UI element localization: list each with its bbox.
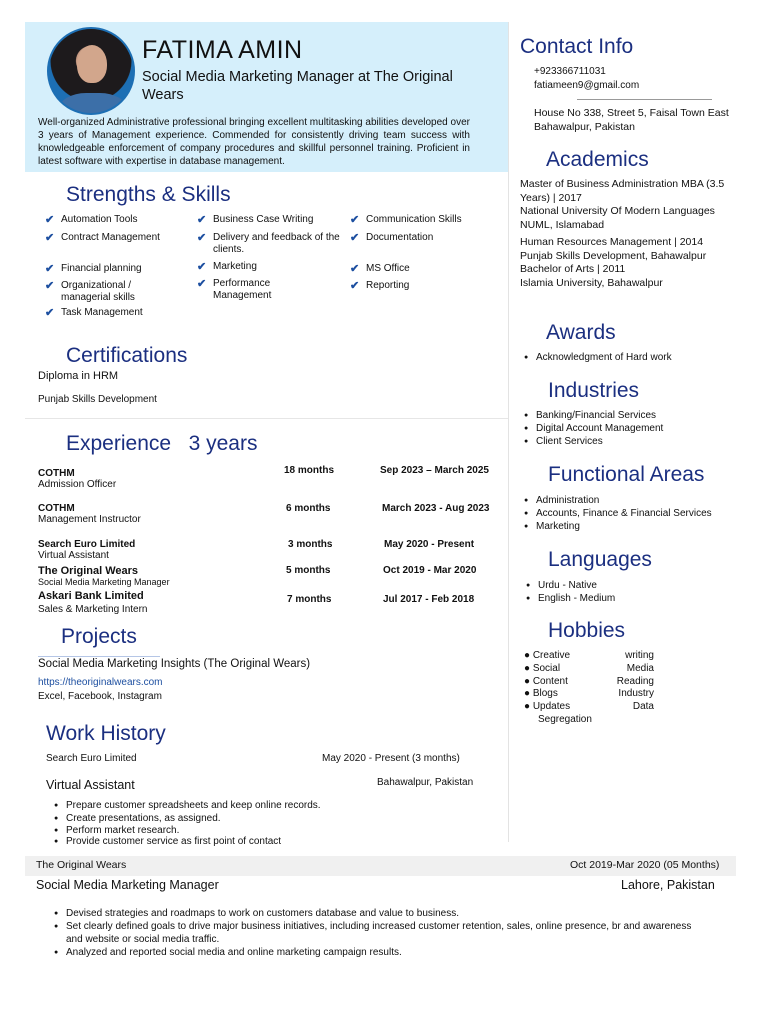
section-divider (25, 418, 508, 419)
experience-duration: 3 months (288, 539, 333, 550)
project-link[interactable]: https://theoriginalwears.com (38, 677, 163, 688)
check-icon: ✔ (45, 214, 55, 226)
job-role: Social Media Marketing Manager (36, 878, 219, 892)
job-bullet: ● Provide customer service as first point of contact (52, 836, 472, 847)
contact-heading: Contact Info (520, 35, 634, 58)
experience-row: COTHM Management Instructor (38, 503, 141, 525)
job-dates: May 2020 - Present (3 months) (322, 753, 460, 764)
avatar-face (77, 45, 107, 83)
job-role: Virtual Assistant (46, 778, 135, 792)
job-bullet: ● Prepare customer spreadsheets and keep online records. (52, 799, 472, 812)
language-item: ● English - Medium (524, 592, 615, 605)
avatar (47, 27, 135, 115)
hobby-item: ● Blogs Industry (524, 688, 654, 700)
award-item: ● Acknowledgment of Hard work (522, 351, 672, 364)
job-bullet: ● Create presentations, as assigned. (52, 812, 472, 825)
experience-dates: Sep 2023 – March 2025 (380, 465, 489, 476)
check-icon: ✔ (45, 280, 55, 292)
projects-underline (38, 656, 160, 657)
industries-list (522, 409, 663, 448)
languages-list (524, 579, 615, 605)
skill-item: ✔ Reporting (350, 280, 410, 292)
certifications-heading: Certifications (66, 344, 188, 367)
job-bullet: ● Set clearly defined goals to drive major business initiatives, including increased customer retention, sales, online presence, br and awareness and website or social media traffic. (52, 920, 692, 946)
industry-item: ● Banking/Financial Services (522, 409, 663, 422)
contact-address: House No 338, Street 5, Faisal Town East Bahawalpur, Pakistan (534, 107, 729, 133)
functional-area-item: ● Accounts, Finance & Financial Services (522, 507, 712, 520)
experience-row: COTHM Admission Officer (38, 468, 117, 490)
industry-item: ● Digital Account Management (522, 422, 663, 435)
experience-dates: Jul 2017 - Feb 2018 (383, 594, 475, 605)
experience-heading: Experience 3 years (66, 432, 258, 455)
skills-column-1 (45, 214, 195, 319)
skill-item: ✔ Performance Management (197, 278, 272, 301)
skills-heading: Strengths & Skills (66, 183, 231, 206)
skill-item: ✔ Delivery and feedback of the clients. (197, 232, 340, 255)
languages-heading: Languages (548, 548, 652, 571)
certification-issuer: Punjab Skills Development (38, 394, 157, 405)
experience-row: The Original Wears Social Media Marketing Manager (38, 565, 170, 587)
check-icon: ✔ (350, 214, 360, 226)
academics-heading: Academics (546, 148, 649, 171)
hobbies-list (524, 650, 654, 727)
academics-list (520, 178, 745, 290)
industries-heading: Industries (548, 379, 640, 402)
functional-areas-list (522, 494, 712, 533)
hobby-item: ● Social Media (524, 662, 654, 674)
experience-duration: 6 months (286, 503, 331, 514)
job-company: Search Euro Limited (46, 753, 137, 764)
academic-item: National University Of Modern Languages NUML, Islamabad (520, 205, 715, 231)
job-bullets (52, 799, 472, 847)
hobby-item: Segregation (538, 713, 592, 725)
avatar-shirt (59, 93, 127, 115)
project-platforms: Excel, Facebook, Instagram (38, 691, 162, 702)
skill-item: ✔ MS Office (350, 263, 410, 275)
check-icon: ✔ (197, 278, 207, 290)
job-dates: Oct 2019-Mar 2020 (05 Months) (570, 859, 720, 871)
skill-item: ✔ Documentation (350, 232, 434, 244)
contact-phone[interactable]: +923366711031 (534, 66, 606, 77)
experience-duration: 5 months (286, 565, 331, 576)
experience-dates: March 2023 - Aug 2023 (382, 503, 490, 514)
check-icon: ✔ (45, 263, 55, 275)
experience-dates: Oct 2019 - Mar 2020 (383, 565, 477, 576)
hobby-item: ● Updates Data (524, 701, 654, 713)
check-icon: ✔ (197, 232, 207, 244)
functional-areas-heading: Functional Areas (548, 463, 705, 486)
skills-column-3 (350, 214, 490, 292)
job-location: Bahawalpur, Pakistan (377, 777, 474, 788)
industry-item: ● Client Services (522, 435, 663, 448)
hobbies-heading: Hobbies (548, 619, 626, 642)
awards-list (522, 351, 672, 364)
hobby-item: ● Content Reading (524, 675, 654, 687)
experience-years: 3 years (188, 432, 258, 455)
academic-item: Bachelor of Arts | 2011 (520, 263, 626, 275)
academic-item: Punjab Skills Development, Bahawalpur (520, 249, 707, 262)
experience-dates: May 2020 - Present (384, 539, 475, 550)
certification-name: Diploma in HRM (38, 370, 119, 382)
experience-row: Search Euro Limited Virtual Assistant (38, 539, 136, 561)
work-history-heading: Work History (46, 722, 166, 745)
check-icon: ✔ (350, 232, 360, 244)
awards-heading: Awards (546, 321, 616, 344)
check-icon: ✔ (45, 307, 55, 319)
academic-item: Master of Business Administration MBA (3.5 Years) | 2017 (520, 178, 725, 204)
check-icon: ✔ (197, 261, 207, 273)
candidate-title: Social Media Marketing Manager at The Original Wears (142, 69, 453, 103)
check-icon: ✔ (45, 232, 55, 244)
candidate-name: FATIMA AMIN (142, 36, 303, 64)
professional-summary: Well-organized Administrative professional bringing excellent multitasking abilities developed over 3 years of Management experience. Commended for consistently driving team success with knowledgeable enforcement of company procedures and skillful personnel training. Proficient in latest software with expertise in database management. (38, 117, 470, 167)
experience-duration: 7 months (287, 594, 332, 605)
language-item: ● Urdu - Native (524, 579, 615, 592)
job-location: Lahore, Pakistan (621, 878, 715, 892)
check-icon: ✔ (197, 214, 207, 226)
skill-item: ✔ Business Case Writing (197, 214, 314, 226)
contact-email[interactable]: fatiameen9@gmail.com (534, 80, 640, 91)
job-bullets (52, 907, 692, 959)
check-icon: ✔ (350, 263, 360, 275)
skill-item: ✔ Organizational / managerial skills (45, 280, 135, 303)
job-company: The Original Wears (36, 859, 127, 871)
skill-item: ✔ Contract Management (45, 232, 160, 244)
project-name: Social Media Marketing Insights (The Original Wears) (38, 658, 311, 670)
job-bullet: ● Perform market research. (52, 825, 472, 836)
academic-item: Human Resources Management | 2014 (520, 236, 704, 248)
column-divider (508, 22, 509, 842)
academic-item: Islamia University, Bahawalpur (520, 276, 663, 289)
skills-column-2 (197, 214, 342, 302)
projects-heading: Projects (61, 625, 137, 648)
check-icon: ✔ (350, 280, 360, 292)
skill-item: ✔ Marketing (197, 261, 257, 273)
functional-area-item: ● Administration (522, 494, 712, 507)
contact-divider (577, 99, 712, 100)
experience-row: Askari Bank Limited Sales & Marketing Intern (38, 590, 148, 615)
hobby-item: ● Creative writing (524, 650, 654, 661)
skill-item: ✔ Task Management (45, 307, 143, 319)
skill-item: ✔ Communication Skills (350, 214, 462, 226)
skill-item: ✔ Financial planning (45, 263, 142, 275)
skill-item: ✔ Automation Tools (45, 214, 138, 226)
job-bullet: ● Devised strategies and roadmaps to work on customers database and value to business. (52, 907, 692, 920)
functional-area-item: ● Marketing (522, 520, 712, 533)
job-bullet: ● Analyzed and reported social media and online marketing campaign results. (52, 946, 692, 959)
experience-duration: 18 months (284, 465, 335, 476)
